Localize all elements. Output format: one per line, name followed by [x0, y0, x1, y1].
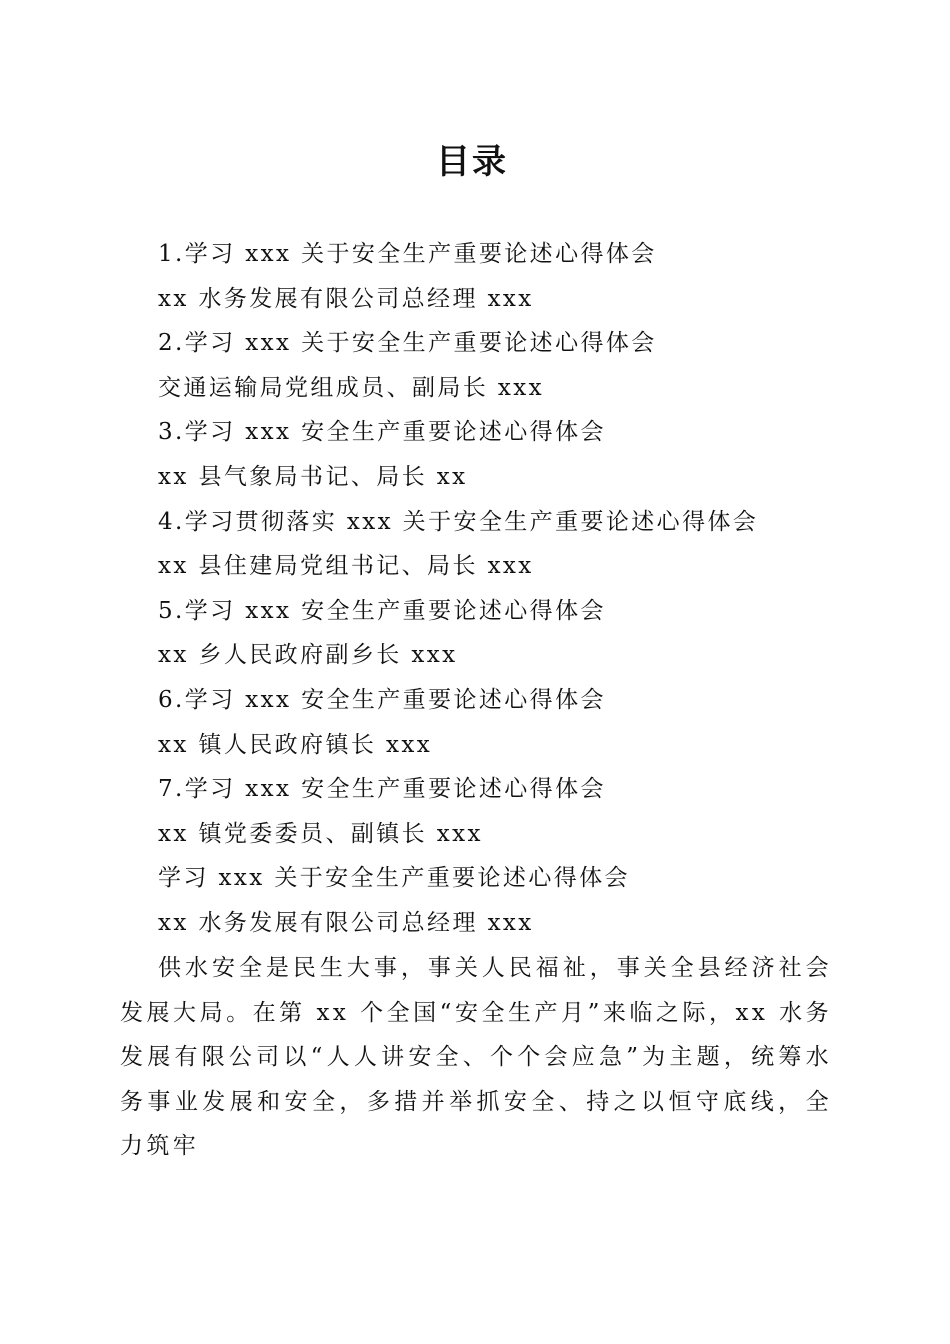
page-title: 目录	[436, 142, 508, 182]
toc-entry-author: xx 镇党委委员、副镇长 xxx	[158, 820, 483, 847]
toc-entry-author: xx 水务发展有限公司总经理 xxx	[158, 285, 534, 312]
toc-entry-title: 5.学习 xxx 安全生产重要论述心得体会	[158, 597, 606, 624]
toc-entry-title: 3.学习 xxx 安全生产重要论述心得体会	[158, 419, 606, 446]
toc-entry-author: xx 乡人民政府副乡长 xxx	[158, 642, 458, 669]
toc-entry-author: 交通运输局党组成员、副局长 xxx	[158, 374, 545, 401]
toc-entry-author: xx 镇人民政府镇长 xxx	[158, 731, 433, 758]
toc-entry-title: 6.学习 xxx 安全生产重要论述心得体会	[158, 686, 606, 713]
table-of-contents	[158, 232, 878, 946]
toc-entry-author: xx 县住建局党组书记、局长 xxx	[158, 553, 534, 580]
toc-entry-author: xx 县气象局书记、局长 xx	[158, 463, 468, 490]
body-paragraph: 供水安全是民生大事，事关人民福祉，事关全县经济社会发展大局。在第 xx 个全国“安全生产月”来临之际，xx 水务发展有限公司以“人人讲安全、个个会应急”为主题，统筹水务事业发展和安全，多措并举抓安全、持之以恒守底线，全力筑牢	[120, 955, 832, 1160]
toc-entry-title: 7.学习 xxx 安全生产重要论述心得体会	[158, 776, 606, 803]
toc-entry-title: 学习 xxx 关于安全生产重要论述心得体会	[158, 865, 630, 892]
toc-entry-title: 2.学习 xxx 关于安全生产重要论述心得体会	[158, 330, 657, 357]
toc-entry-author: xx 水务发展有限公司总经理 xxx	[158, 909, 534, 936]
toc-entry-title: 1.学习 xxx 关于安全生产重要论述心得体会	[158, 241, 657, 267]
toc-entry-title: 4.学习贯彻落实 xxx 关于安全生产重要论述心得体会	[158, 508, 759, 535]
